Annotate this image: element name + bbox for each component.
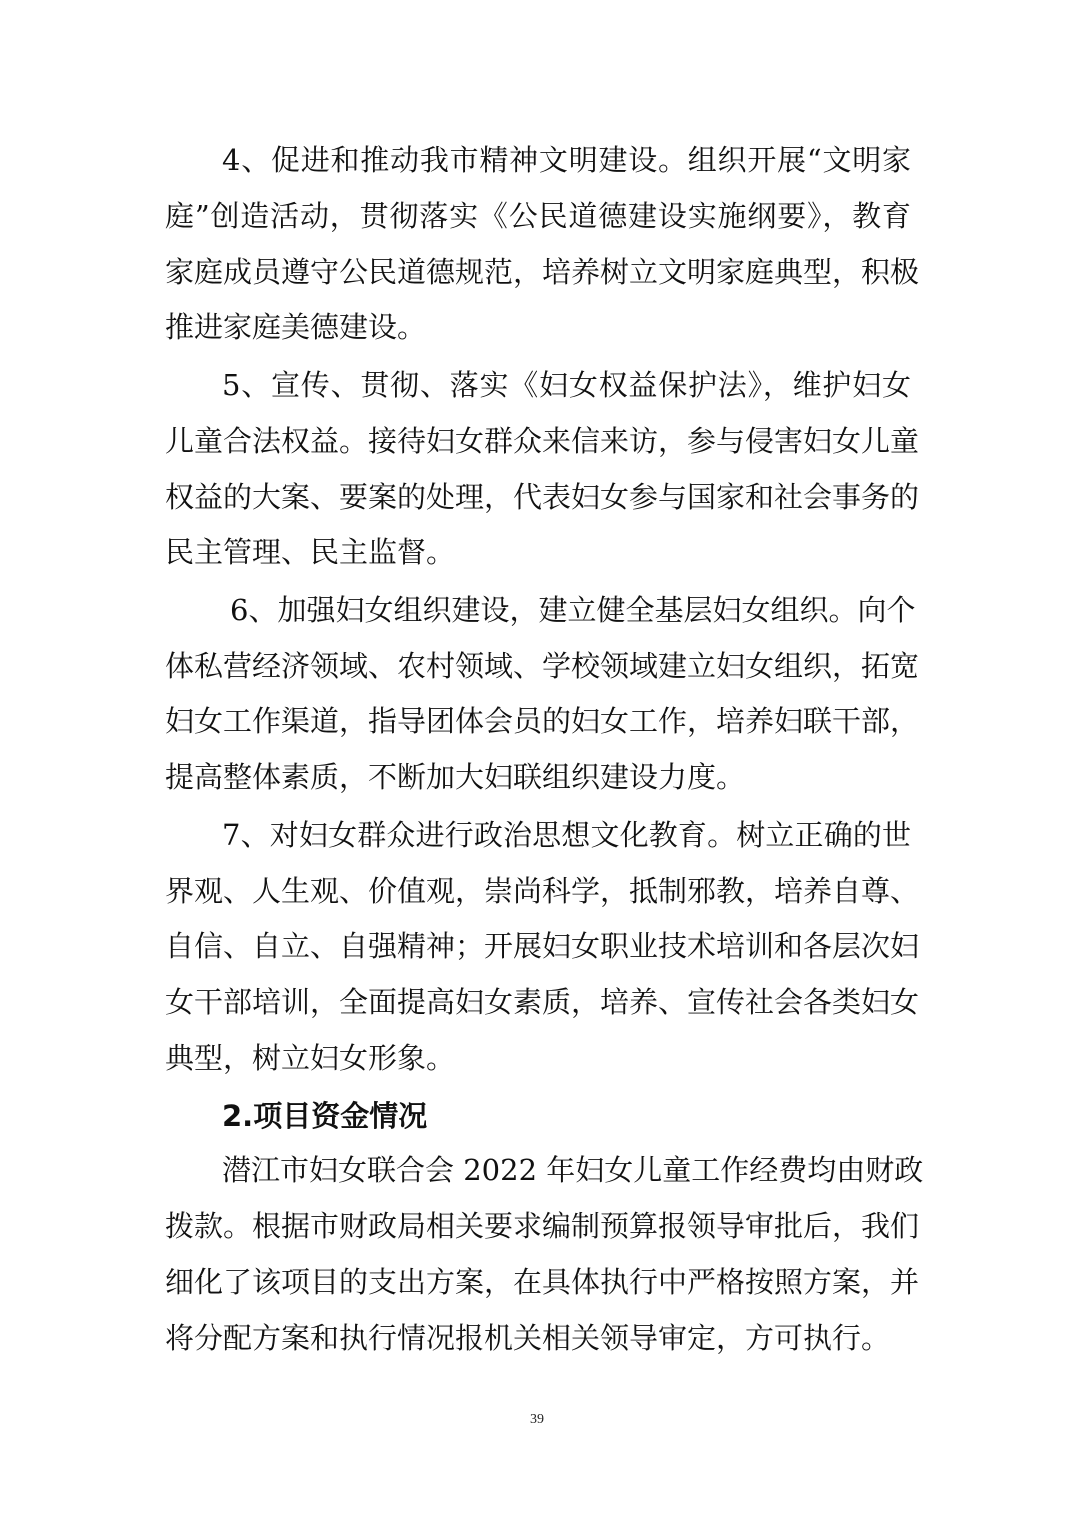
text-line: 妇女工作渠道，指导团体会员的妇女工作，培养妇联干部， (165, 704, 920, 738)
text-line: 典型，树立妇女形象。 (165, 1041, 456, 1075)
text-line: 4、促进和推动我市精神文明建设。组织开展“文明家 (222, 143, 911, 177)
text-line: 自信、自立、自强精神；开展妇女职业技术培训和各层次妇 (165, 929, 920, 963)
text-line: 民主管理、民主监督。 (165, 535, 456, 569)
text-line: 权益的大案、要案的处理，代表妇女参与国家和社会事务的 (165, 480, 920, 514)
text-line: 细化了该项目的支出方案，在具体执行中严格按照方案，并 (165, 1265, 920, 1299)
text-line: 推进家庭美德建设。 (165, 310, 427, 344)
text-line: 儿童合法权益。接待妇女群众来信来访，参与侵害妇女儿童 (165, 424, 920, 458)
text-line: 5、宣传、贯彻、落实《妇女权益保护法》，维护妇女 (222, 368, 911, 402)
page-number: 39 (530, 1412, 544, 1427)
text-line: 女干部培训，全面提高妇女素质，培养、宣传社会各类妇女 (165, 985, 920, 1019)
text-line: 家庭成员遵守公民道德规范，培养树立文明家庭典型，积极 (165, 255, 920, 289)
text-line: 庭”创造活动，贯彻落实《公民道德建设实施纲要》，教育 (165, 199, 911, 233)
text-line: 潜江市妇女联合会 2022 年妇女儿童工作经费均由财政 (222, 1153, 924, 1187)
text-line: 拨款。根据市财政局相关要求编制预算报领导审批后，我们 (165, 1209, 920, 1243)
section-heading: 2.项目资金情况 (222, 1099, 428, 1133)
text-line: 体私营经济领域、农村领域、学校领域建立妇女组织，拓宽 (165, 649, 920, 683)
text-line: 界观、人生观、价值观，崇尚科学，抵制邪教，培养自尊、 (165, 874, 920, 908)
text-line: 提高整体素质，不断加大妇联组织建设力度。 (165, 760, 746, 794)
text-line: 将分配方案和执行情况报机关相关领导审定，方可执行。 (165, 1321, 891, 1355)
text-line: 6、加强妇女组织建设，建立健全基层妇女组织。向个 (230, 593, 916, 627)
text-line: 7、对妇女群众进行政治思想文化教育。树立正确的世 (222, 818, 911, 852)
